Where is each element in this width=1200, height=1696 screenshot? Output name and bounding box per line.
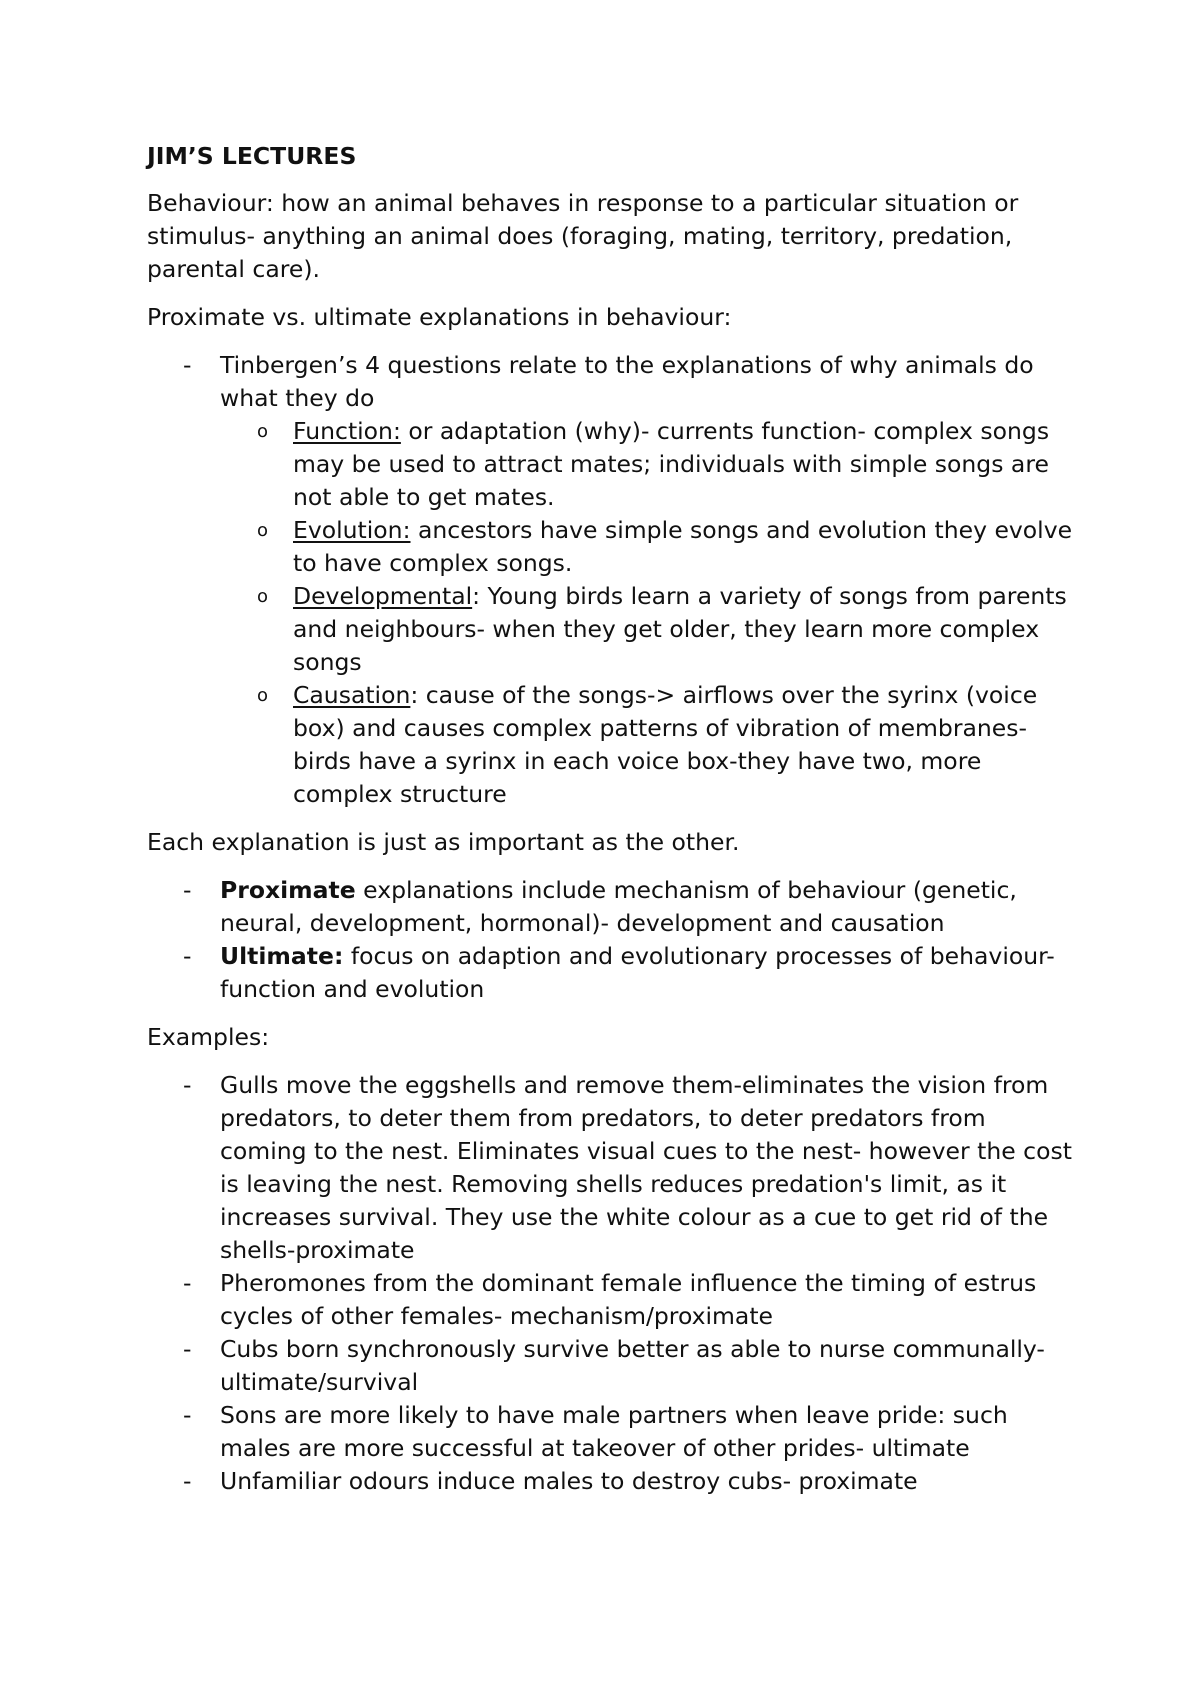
example-text: Gulls move the eggshells and remove them-eliminates the vision from predators, to deter them from predators, to deter predators from coming to the nest. Eliminates visual cues to the nest- however the cost is leaving the nest. Removing shells reduces predation's limit, as it increases survival. They use the white colour as a cue to get rid of the shells-proximate xyxy=(220,1071,1072,1264)
item-text: explanations include mechanism of behaviour (genetic, neural, development, hormonal)- development and causation xyxy=(220,876,1017,937)
tinbergen-questions xyxy=(220,415,1077,811)
proximate-heading: Proximate vs. ultimate explanations in behaviour: xyxy=(147,303,732,331)
example-text: Pheromones from the dominant female influence the timing of estrus cycles of other females- mechanism/proximate xyxy=(220,1269,1037,1330)
dash-marker: - xyxy=(183,351,192,379)
tinbergen-list xyxy=(147,349,1077,811)
item-term: Evolution: xyxy=(293,516,411,544)
explanation-types-list xyxy=(147,874,1077,1006)
dash-marker: - xyxy=(183,876,192,904)
dash-marker: - xyxy=(183,1071,192,1099)
circle-marker: o xyxy=(257,421,269,442)
item-term: Causation xyxy=(293,681,411,709)
circle-marker: o xyxy=(257,586,269,607)
list-item xyxy=(147,415,1077,514)
circle-marker: o xyxy=(257,520,269,541)
list-item xyxy=(147,1069,1077,1267)
list-item xyxy=(147,1267,1077,1333)
tinbergen-text: Tinbergen’s 4 questions relate to the explanations of why animals do what they do xyxy=(220,351,1034,412)
item-term: Function: xyxy=(293,417,401,445)
item-text: : cause of the songs-> airflows over the syrinx (voice box) and causes complex patterns of vibration of membranes-birds have a syrinx in each voice box-they have two, more complex structure xyxy=(293,681,1038,808)
item-text: or adaptation (why)- currents function- complex songs may be used to attract mates; individuals with simple songs are not able to get mates. xyxy=(293,417,1050,511)
circle-marker: o xyxy=(257,685,269,706)
list-item xyxy=(147,1465,1077,1498)
list-item xyxy=(147,349,1077,811)
list-item xyxy=(147,1399,1077,1465)
example-text: Unfamiliar odours induce males to destroy cubs- proximate xyxy=(220,1467,918,1495)
list-item xyxy=(147,874,1077,940)
item-term: Developmental xyxy=(293,582,473,610)
dash-marker: - xyxy=(183,1467,192,1495)
item-bold-term: Proximate xyxy=(220,876,356,904)
list-item xyxy=(147,679,1077,811)
dash-marker: - xyxy=(183,1401,192,1429)
item-text: focus on adaption and evolutionary processes of behaviour-function and evolution xyxy=(220,942,1055,1003)
document-body xyxy=(147,140,1077,1513)
example-text: Cubs born synchronously survive better as able to nurse communally- ultimate/survival xyxy=(220,1335,1045,1396)
item-text: : Young birds learn a variety of songs from parents and neighbours- when they get older, they learn more complex songs xyxy=(293,582,1067,676)
list-item xyxy=(147,940,1077,1006)
examples-list xyxy=(147,1069,1077,1498)
examples-heading: Examples: xyxy=(147,1023,270,1051)
dash-marker: - xyxy=(183,1335,192,1363)
example-text: Sons are more likely to have male partners when leave pride: such males are more successful at takeover of other prides- ultimate xyxy=(220,1401,1008,1462)
behaviour-definition: Behaviour: how an animal behaves in response to a particular situation or stimulus- anything an animal does (foraging, mating, territory, predation, parental care). xyxy=(147,189,1019,283)
item-text: ancestors have simple songs and evolution they evolve to have complex songs. xyxy=(293,516,1073,577)
importance-statement: Each explanation is just as important as the other. xyxy=(147,828,740,856)
page-title: JIM’S LECTURES xyxy=(147,142,357,170)
dash-marker: - xyxy=(183,942,192,970)
item-bold-term: Ultimate: xyxy=(220,942,344,970)
list-item xyxy=(147,514,1077,580)
list-item xyxy=(147,1333,1077,1399)
list-item xyxy=(147,580,1077,679)
dash-marker: - xyxy=(183,1269,192,1297)
